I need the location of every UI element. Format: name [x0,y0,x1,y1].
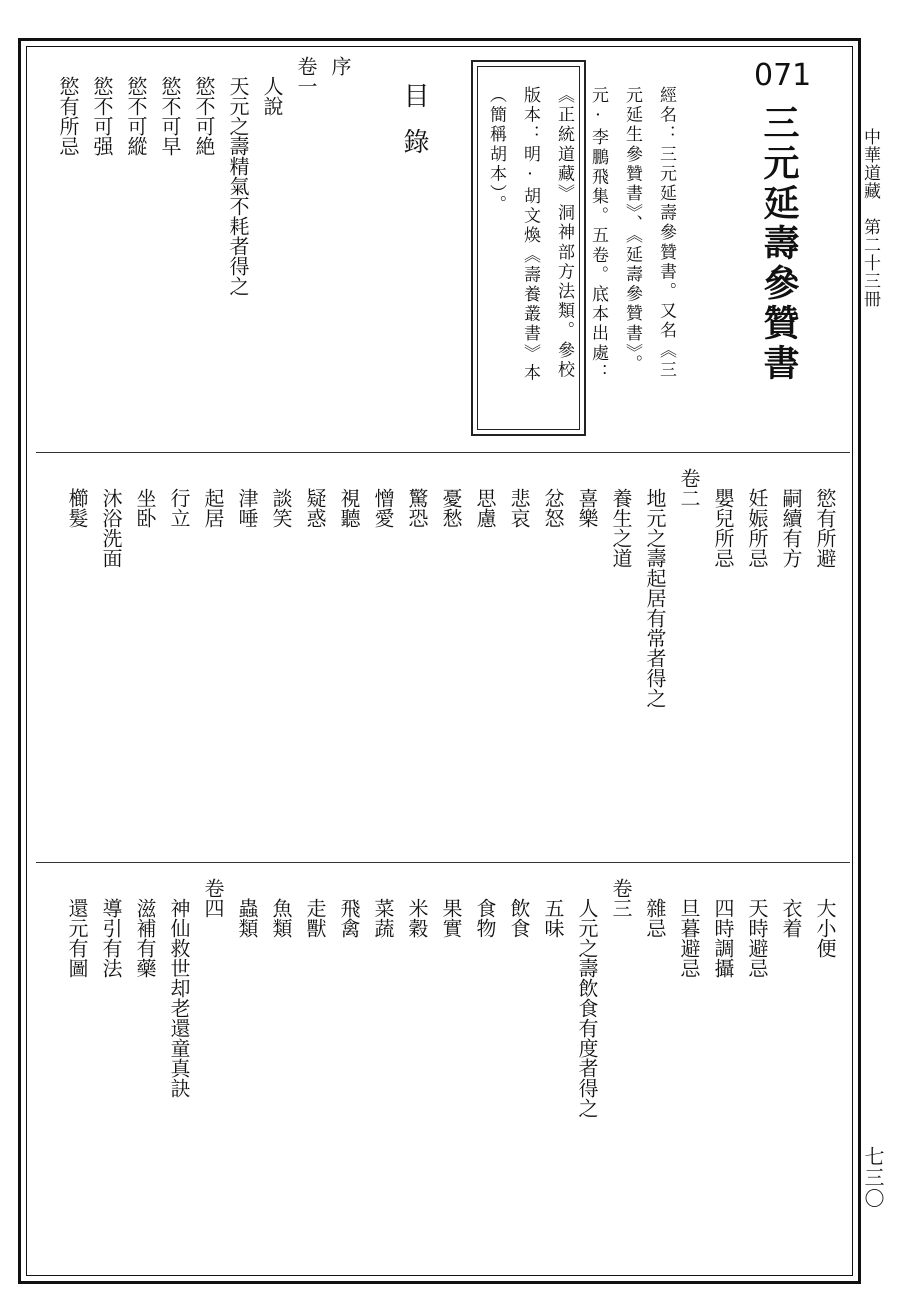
toc-entry[interactable]: 走獸 [303,898,327,938]
toc-entry[interactable]: 視聽 [337,488,361,528]
toc-entry[interactable]: 人說 [260,76,284,116]
toc-entry[interactable]: 津唾 [235,488,259,528]
section-divider-1 [36,452,850,453]
toc-volume[interactable]: 卷一 [294,56,318,96]
toc-entry[interactable]: 談笑 [269,488,293,528]
toc-entry[interactable]: 坐卧 [133,488,157,528]
description-line: 《正統道藏》洞神部方法類。參校 [554,86,574,380]
toc-entry[interactable]: 慾有所避 [813,488,837,568]
toc-entry[interactable]: 慾不可早 [158,76,182,156]
description-line: 元延生參贊書》、《延壽參贊書》。 [622,86,642,375]
toc-entry[interactable]: 思慮 [473,488,497,528]
toc-entry[interactable]: 導引有法 [99,898,123,978]
toc-entry[interactable]: 神仙救世却老還童真訣 [167,898,191,1098]
page-number: 七三〇 [861,1146,885,1209]
toc-heading: 目錄 [399,82,429,174]
toc-entry[interactable]: 飛禽 [337,898,361,938]
work-number: 071 [754,58,812,93]
toc-entry[interactable]: 天元之壽精氣不耗者得之 [226,76,250,296]
toc-entry[interactable]: 驚恐 [405,488,429,528]
toc-entry[interactable]: 忿怒 [541,488,565,528]
toc-entry[interactable]: 天時避忌 [745,898,769,978]
toc-entry[interactable]: 慾不可强 [90,76,114,156]
toc-entry[interactable]: 嗣續有方 [779,488,803,568]
toc-entry[interactable]: 大小便 [813,898,837,958]
toc-entry[interactable]: 序 [328,56,352,76]
toc-entry[interactable]: 果實 [439,898,463,938]
toc-entry[interactable]: 養生之道 [609,488,633,568]
toc-entry[interactable]: 雜忌 [643,898,667,938]
toc-entry[interactable]: 滋補有藥 [133,898,157,978]
description-line: （簡稱胡本）。 [486,86,506,215]
toc-entry[interactable]: 疑惑 [303,488,327,528]
toc-entry[interactable]: 人元之壽飲食有度者得之 [575,898,599,1118]
section-divider-2 [36,862,850,863]
toc-entry[interactable]: 起居 [201,488,225,528]
book-header: 中華道藏 第二十三冊 [860,128,880,308]
description-line: 元·李鵬飛集。五卷。底本出處： [588,86,608,383]
toc-entry[interactable]: 食物 [473,898,497,938]
toc-entry[interactable]: 還元有圖 [65,898,89,978]
toc-entry[interactable]: 妊娠所忌 [745,488,769,568]
toc-entry[interactable]: 憂愁 [439,488,463,528]
description-line: 經名：三元延壽參贊書。又名《三 [656,86,676,380]
toc-entry[interactable]: 嬰兒所忌 [711,488,735,568]
toc-entry[interactable]: 四時調攝 [711,898,735,978]
toc-volume[interactable]: 卷三 [609,878,633,918]
toc-entry[interactable]: 衣着 [779,898,803,938]
toc-entry[interactable]: 飲食 [507,898,531,938]
toc-volume[interactable]: 卷二 [677,468,701,508]
toc-entry[interactable]: 憎愛 [371,488,395,528]
toc-entry[interactable]: 喜樂 [575,488,599,528]
toc-entry[interactable]: 悲哀 [507,488,531,528]
toc-entry[interactable]: 地元之壽起居有常者得之 [643,488,667,708]
toc-entry[interactable]: 行立 [167,488,191,528]
toc-entry[interactable]: 沐浴洗面 [99,488,123,568]
toc-entry[interactable]: 菜蔬 [371,898,395,938]
toc-entry[interactable]: 櫛髮 [65,488,89,528]
work-title: 三元延壽參贊書 [758,104,800,384]
toc-entry[interactable]: 蟲類 [235,898,259,938]
toc-entry[interactable]: 五味 [541,898,565,938]
toc-volume[interactable]: 卷四 [201,878,225,918]
toc-entry[interactable]: 米穀 [405,898,429,938]
toc-entry[interactable]: 慾不可絶 [192,76,216,156]
toc-entry[interactable]: 慾有所忌 [56,76,80,156]
page-frame-inner [26,46,853,1276]
toc-entry[interactable]: 慾不可縱 [124,76,148,156]
description-line: 版本：明·胡文煥《壽養叢書》本 [520,86,540,383]
toc-entry[interactable]: 旦暮避忌 [677,898,701,978]
toc-entry[interactable]: 魚類 [269,898,293,938]
